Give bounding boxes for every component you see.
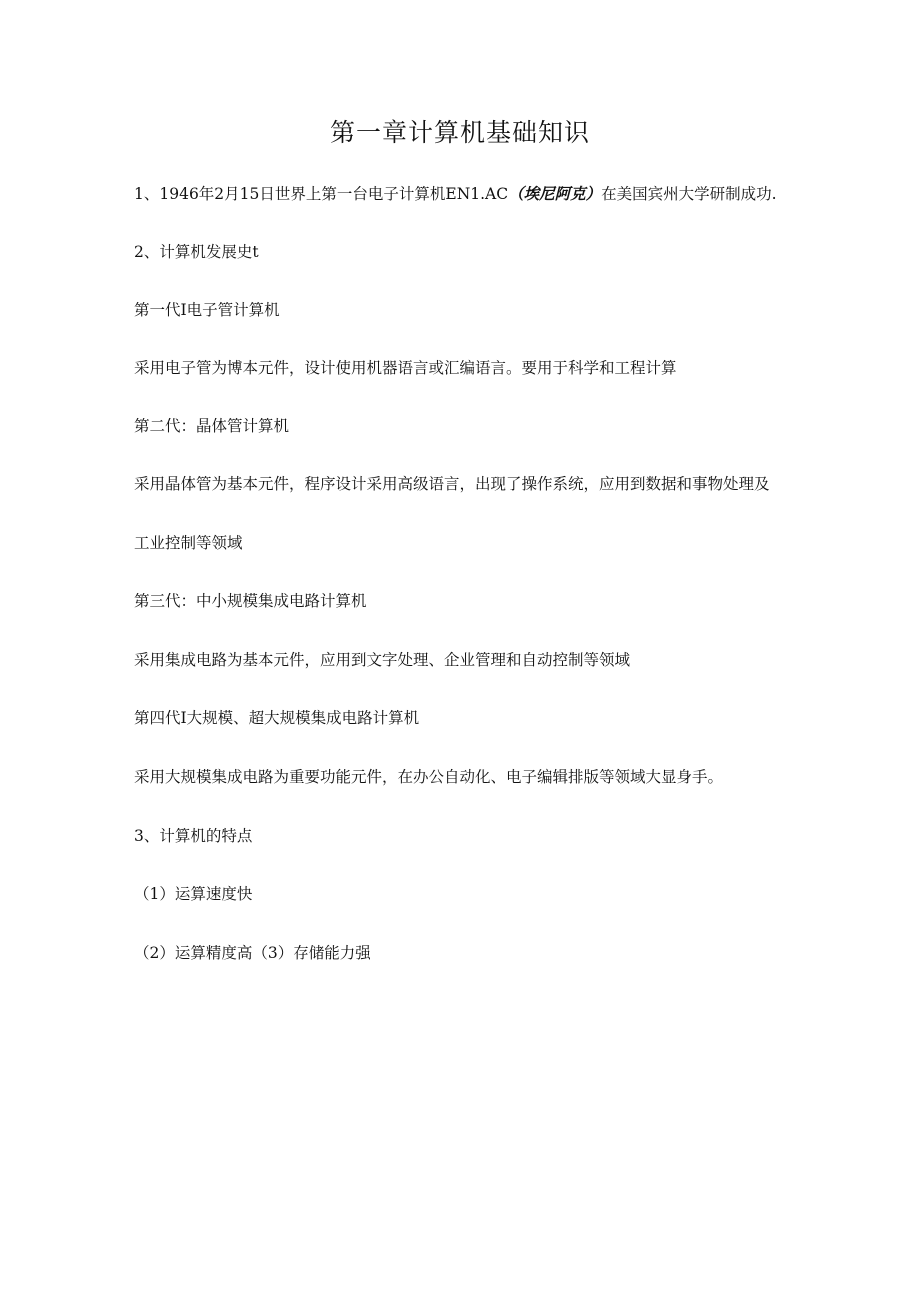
paragraph-gen2: 采用晶体管为基本元件，程序设计采用高级语言，出现了操作系统，应用到数据和事物处理及 bbox=[134, 475, 770, 493]
paragraph-eniac bbox=[134, 183, 777, 205]
heading-history: 2、计算机发展史t bbox=[134, 243, 259, 261]
paragraph-gen1: 采用电子管为博本元件，设计使用机器语言或汇编语言。要用于科学和工程计算 bbox=[134, 359, 677, 377]
paragraph-gen2-cont: 工业控制等领域 bbox=[134, 534, 243, 552]
page-title: 第一章计算机基础知识 bbox=[329, 118, 590, 147]
feature-item-1: （1）运算速度快 bbox=[134, 885, 253, 903]
heading-gen1: 第一代I电子管计算机 bbox=[134, 301, 280, 319]
heading-gen2: 第二代：晶体管计算机 bbox=[134, 417, 290, 435]
feature-item-2-3: （2）运算精度高（3）存储能力强 bbox=[134, 944, 371, 962]
paragraph-gen4: 采用大规模集成电路为重要功能元件，在办公自动化、电子编辑排版等领域大显身手。 bbox=[134, 768, 724, 786]
paragraph-gen3: 采用集成电路为基本元件，应用到文字处理、企业管理和自动控制等领域 bbox=[134, 651, 631, 669]
paragraph-eniac-emphasis: （埃尼阿克） bbox=[508, 184, 602, 203]
heading-gen3: 第三代：中小规模集成电路计算机 bbox=[134, 592, 367, 610]
heading-gen4: 第四代I大规模、超大规模集成电路计算机 bbox=[134, 709, 420, 727]
heading-features: 3、计算机的特点 bbox=[134, 827, 253, 845]
paragraph-eniac-text: 1、1946年2月15日世界上第一台电子计算机EN1.AC bbox=[134, 185, 509, 203]
paragraph-eniac-tail: 在美国宾州大学研制成功. bbox=[601, 185, 777, 203]
